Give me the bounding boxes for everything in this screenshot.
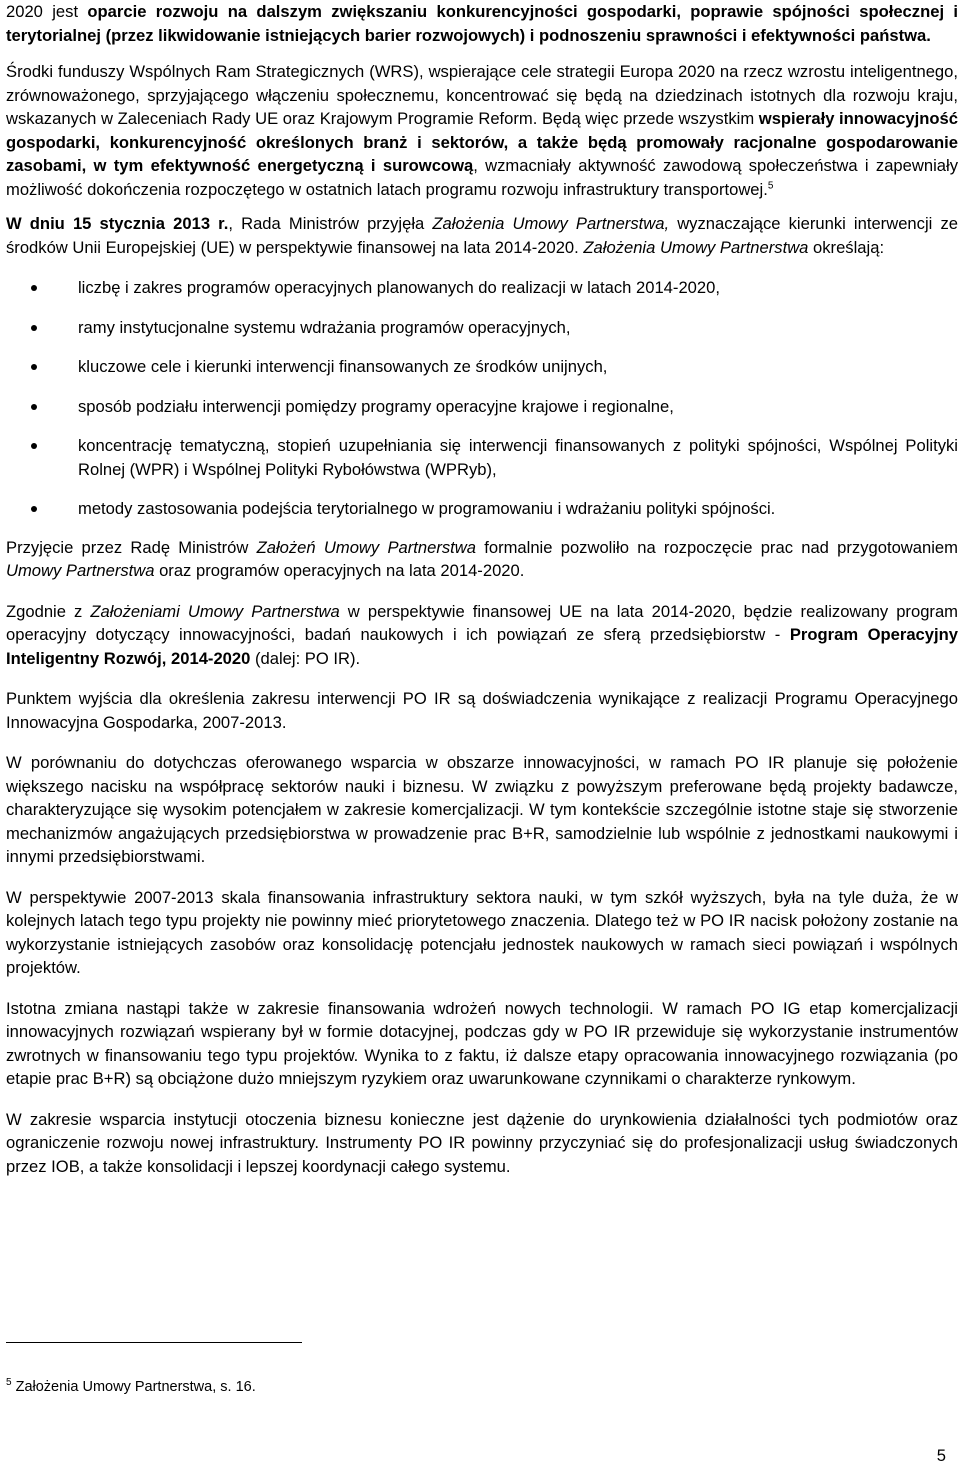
footnote xyxy=(6,1378,256,1396)
bullet-icon xyxy=(31,443,37,449)
footnote-separator xyxy=(6,1342,302,1343)
paragraph-intro: 2020 jest oparcie rozwoju na dalszym zwiększaniu konkurencyjności gospodarki, poprawie spójności społecznej i terytorialnej (przez likwidowanie istniejących barier rozwojowych) i podnoszeniu sprawności i efektywności państwa. xyxy=(6,2,958,45)
bullet-icon xyxy=(31,404,37,410)
footnote-ref: 5 xyxy=(767,179,774,191)
program-name-bold: Program Operacyjny Inteligentny Rozwój, 2014-2020 xyxy=(6,625,958,668)
footnote-number: 5 xyxy=(6,1377,12,1389)
paragraph-zakresie: W zakresie wsparcia instytucji otoczenia biznesu konieczne jest dążenie do urynkowienia działalności tych podmiotów oraz ograniczenie rozwoju nowej infrastruktury. Instrumenty PO IR powinny przyczyniać się do profesjonalizacji usług świadczonych przez IOB, a także konsolidacji i lepszej koordynacji całego systemu. xyxy=(6,1109,958,1176)
bullet-icon xyxy=(31,325,37,331)
paragraph-przyjecie: Przyjęcie przez Radę Ministrów Założeń Umowy Partnerstwa formalnie pozwoliło na rozpoczęcie prac nad przygotowaniem Umowy Partnerstwa oraz programów operacyjnych na lata 2014-2020. xyxy=(6,537,958,580)
page-number: 5 xyxy=(936,1446,946,1465)
list-item: ramy instytucjonalne systemu wdrażania programów operacyjnych, xyxy=(6,316,958,340)
bullet-icon xyxy=(31,506,37,512)
intro-bold-text: oparcie rozwoju na dalszym zwiększaniu konkurencyjności gospodarki, poprawie spójności społecznej i terytorialnej (przez likwidowanie istniejących barier rozwojowych) i podnoszeniu sprawności i efektywności państwa. xyxy=(6,2,958,45)
paragraph-date: W dniu 15 stycznia 2013 r., Rada Ministrów przyjęła Założenia Umowy Partnerstwa, wyznaczające kierunki interwencji ze środków Unii Europejskiej (UE) w perspektywie finansowej na lata 2014-2020. Założenia Umowy Partnerstwa określają: xyxy=(6,214,958,257)
paragraph-zgodnie: Zgodnie z Założeniami Umowy Partnerstwa w perspektywie finansowej UE na lata 2014-2020, będzie realizowany program operacyjny dotyczący innowacyjności, badań naukowych i ich powiązań ze sferą przedsiębiorstw - Program Operacyjny Inteligentny Rozwój, 2014-2020 (dalej: PO IR). xyxy=(6,601,958,668)
list-item: sposób podziału interwencji pomiędzy programy operacyjne krajowe i regionalne, xyxy=(6,395,958,419)
paragraph-porownaniu: W porównaniu do dotychczas oferowanego wsparcia w obszarze innowacyjności, w ramach PO IR planuje się położenie większego nacisku na współpracę sektorów nauki i biznesu. W związku z powyższym preferowane będą projekty badawcze, charakteryzujące się wysokim potencjałem w zakresie komercjalizacji. W tym kontekście szczególnie istotne staje się stworzenie mechanizmów angażujących przedsiębiorstwa w prowadzenie prac B+R, samodzielnie lub wspólnie z jednostkami naukowymi i innymi przedsiębiorstwami. xyxy=(6,753,958,866)
list-item: koncentrację tematyczną, stopień uzupełniania się interwencji finansowanych z polityki spójności, Wspólnej Polityki Rolnej (WPR) i Wspólnej Polityki Rybołówstwa (WPRyb), xyxy=(6,434,958,481)
footnote-text: Założenia Umowy Partnerstwa, s. 16. xyxy=(11,1379,256,1395)
paragraph-perspektywie: W perspektywie 2007-2013 skala finansowania infrastruktury sektora nauki, w tym szkół wyższych, była na tyle duża, że w kolejnych latach tego typu projekty nie powinny mieć priorytetowego znaczenia. Dlatego też w PO IR nacisk położony zostanie na wykorzystanie istniejących zasobów oraz konsolidację potencjału jednostek naukowych w ramach sieci powiązań i wspólnych projektów. xyxy=(6,887,958,977)
paragraph-punktem: Punktem wyjścia dla określenia zakresu interwencji PO IR są doświadczenia wynikające z realizacji Programu Operacyjnego Innowacyjna Gospodarka, 2007-2013. xyxy=(6,689,958,732)
paragraph-wrs: Środki funduszy Wspólnych Ram Strategicznych (WRS), wspierające cele strategii Europa 2020 na rzecz wzrostu inteligentnego, zrównoważonego, sprzyjającego włączeniu społecznemu, koncentrować się będą na dziedzinach istotnych dla rozwoju kraju, wskazanych w Zaleceniach Rady UE oraz Krajowym Programie Reform. Będą więc przede wszystkim wspierały innowacyjność gospodarki, konkurencyjność określonych branż i sektorów, a także będą promowały racjonalne gospodarowanie zasobami, w tym efektywność energetyczną i surowcową, wzmacniały aktywność zawodową społeczeństwa i zapewniały możliwość dokończenia rozpoczętego w ostatnich latach programu rozwoju infrastruktury transportowej.$^5$ xyxy=(6,62,958,199)
bullet-icon xyxy=(31,285,37,291)
paragraph-istotna: Istotna zmiana nastąpi także w zakresie finansowania wdrożeń nowych technologii. W ramach PO IG etap komercjalizacji innowacyjnych rozwiązań wspierany był w formie dotacyjnej, podczas gdy w PO IR przewiduje się wykorzystanie instrumentów zwrotnych w finansowaniu tego typu projektów. Wynika to z faktu, iż dalsze etapy opracowania innowacyjnego rozwiązania (po etapie prac B+R) są obciążone dużo mniejszym ryzykiem oraz uwarunkowane czynnikami o charakterze rynkowym. xyxy=(6,998,958,1088)
date-bold-text: W dniu 15 stycznia 2013 r. xyxy=(6,214,229,233)
bullet-list xyxy=(6,276,958,521)
list-item: kluczowe cele i kierunki interwencji finansowanych ze środków unijnych, xyxy=(6,355,958,379)
document-page xyxy=(6,0,958,1178)
list-item: liczbę i zakres programów operacyjnych planowanych do realizacji w latach 2014-2020, xyxy=(6,276,958,300)
bullet-icon xyxy=(31,364,37,370)
wrs-bold-text: wspierały innowacyjność gospodarki, konkurencyjność określonych branż i sektorów, a także będą promowały racjonalne gospodarowanie zasobami, w tym efektywność energetyczną i surowcową xyxy=(6,109,958,175)
list-item: metody zastosowania podejścia terytorialnego w programowaniu i wdrażaniu polityki spójności. xyxy=(6,497,958,521)
